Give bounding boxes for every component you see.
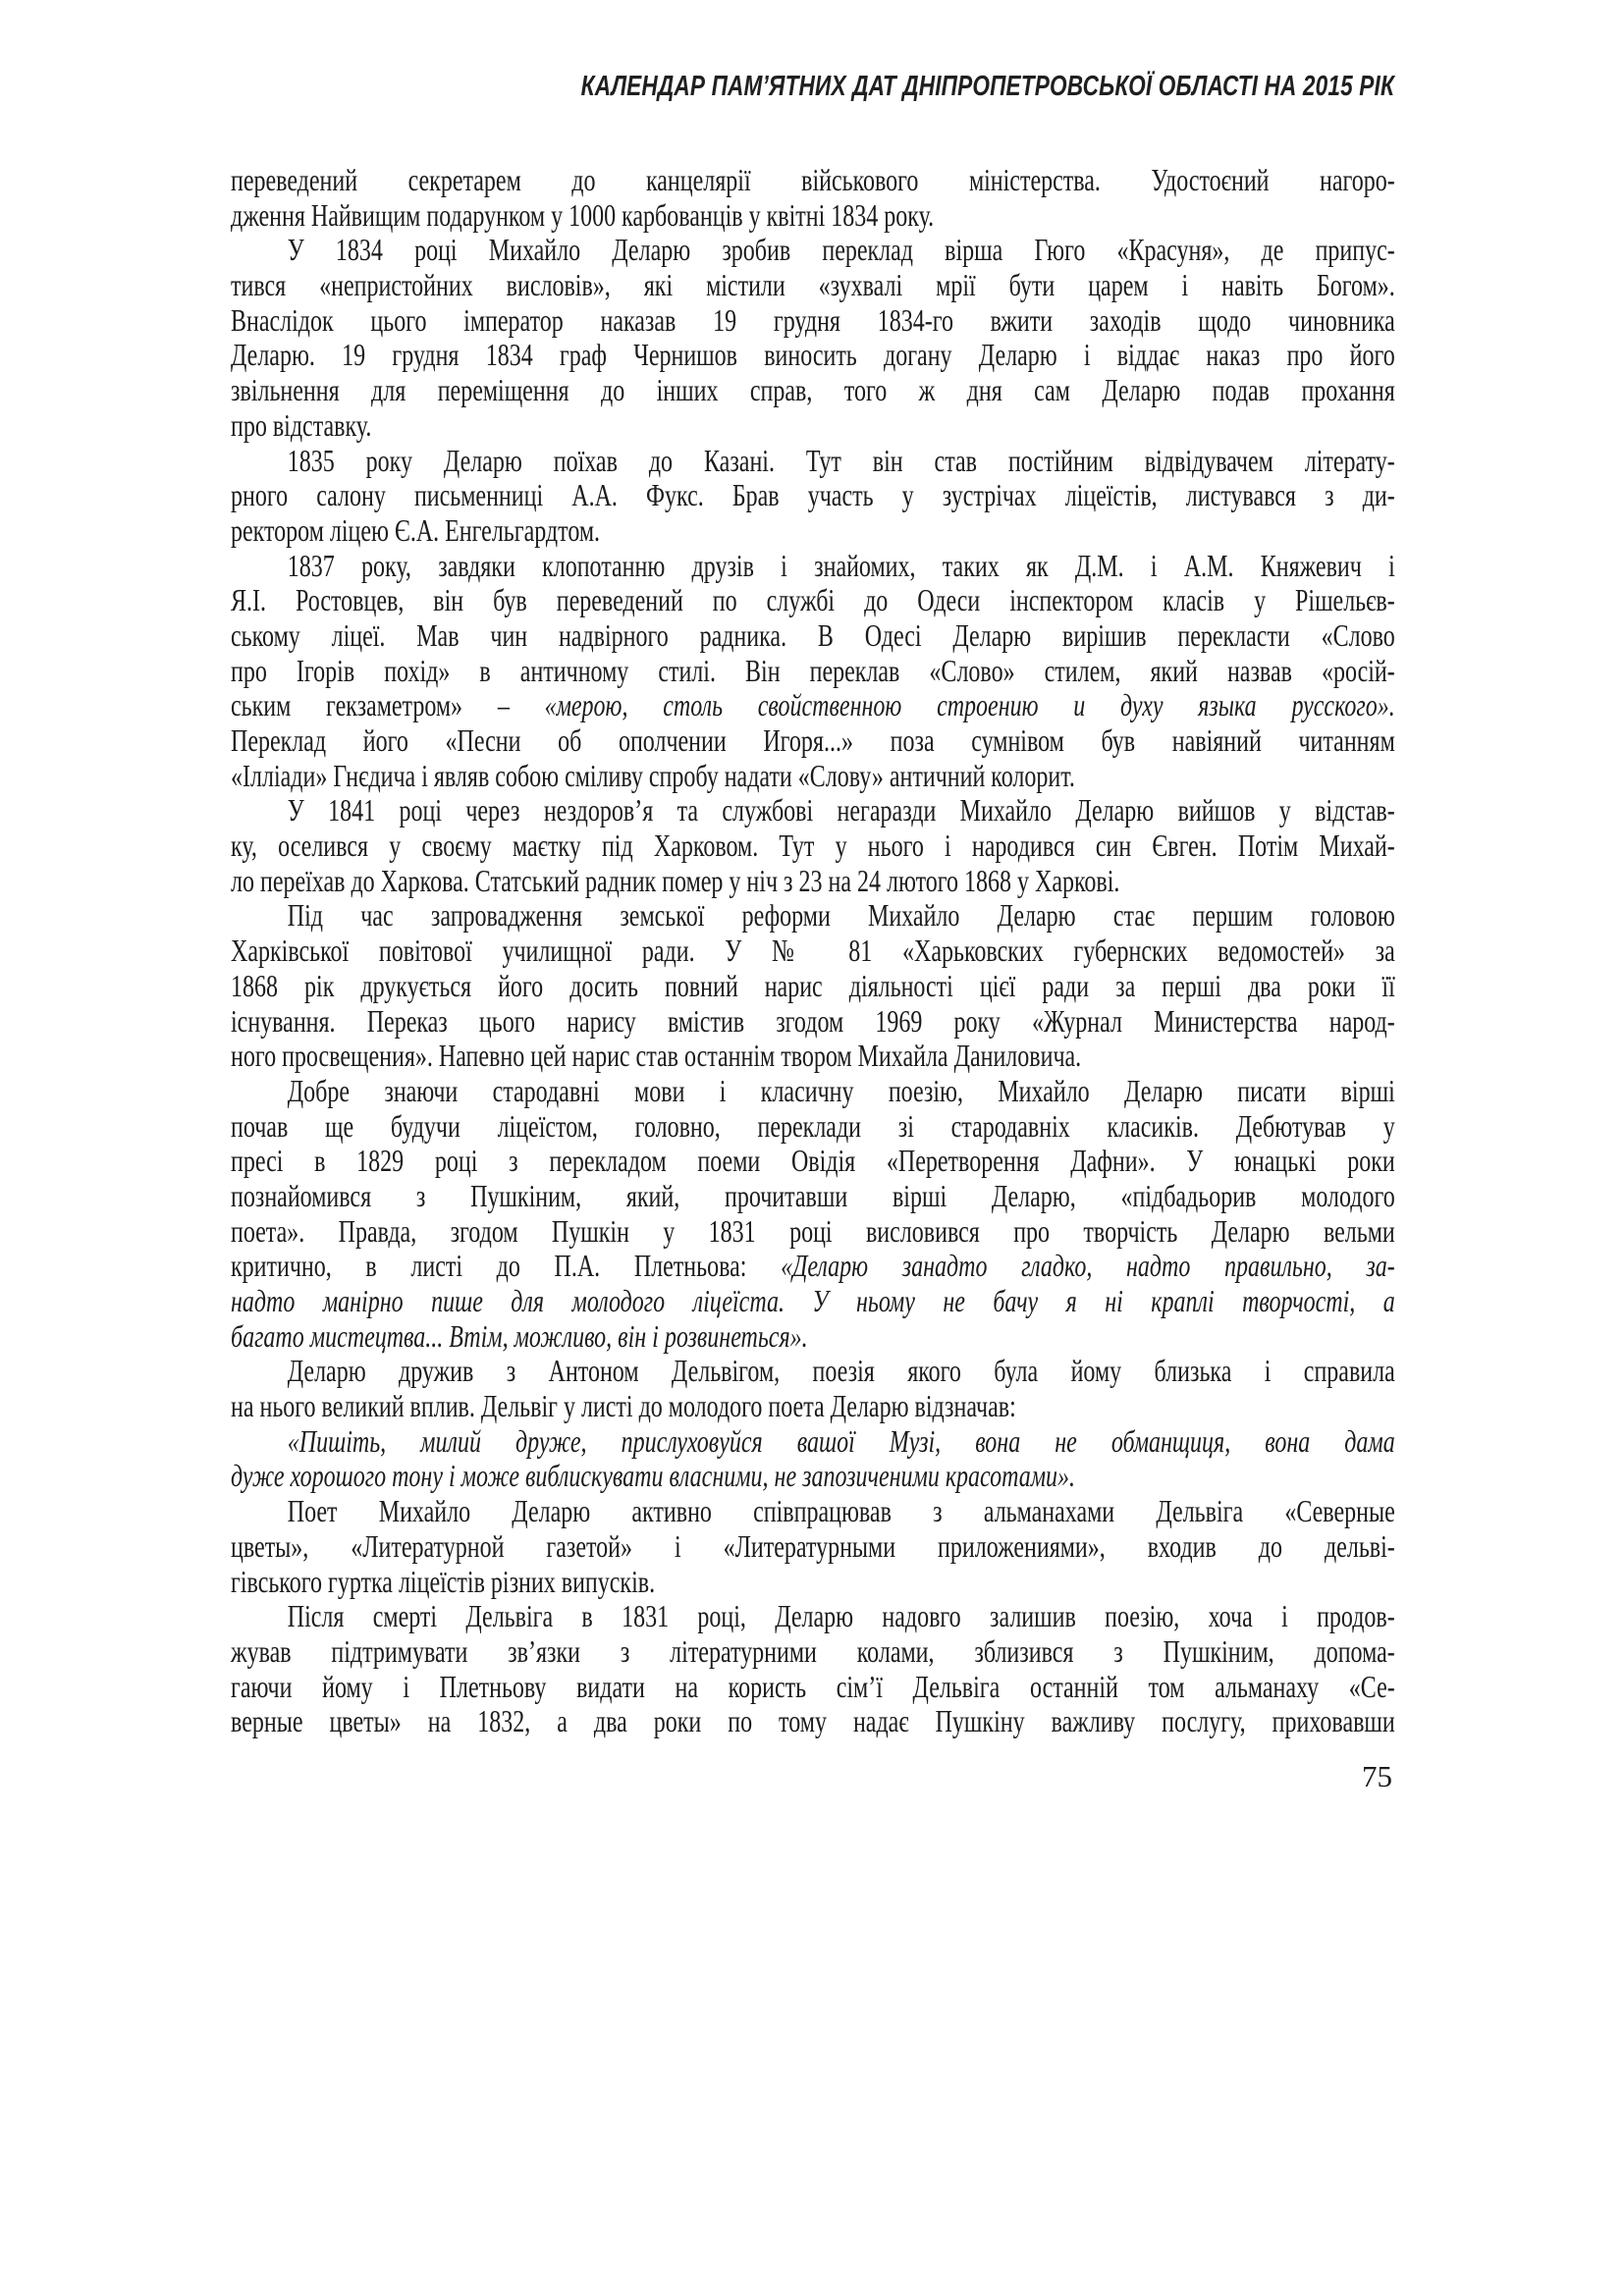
text-segment: Добре знаючи стародавні мови і класичну поезію, Михайло Деларю писати вірші	[287, 1072, 1395, 1108]
text-segment: звільнення для переміщення до інших справ, того ж дня сам Деларю подав прохання	[231, 372, 1395, 408]
text-line	[231, 793, 1395, 828]
text-line	[231, 1214, 1395, 1250]
text-line	[231, 618, 1395, 654]
text-line	[231, 1039, 1395, 1074]
text-segment: гаючи йому і Плетньову видати на користь сім’ї Дельвіга останній том альманаху «Се-	[231, 1668, 1395, 1704]
text-segment: про відставку.	[231, 406, 372, 443]
text-line	[231, 1529, 1395, 1565]
text-segment: ському ліцеї. Мав чин надвірного радника. В Одесі Деларю вирішив перекласти «Слово	[231, 616, 1395, 653]
text-segment: 1835 року Деларю поїхав до Казані. Тут він став постійним відвідувачем літерату-	[287, 442, 1395, 478]
text-line	[231, 934, 1395, 969]
italic-text-segment: багато мистецтва... Втім, можливо, він і розвинеться».	[231, 1317, 808, 1354]
text-segment: 1868 рік друкується його досить повний нарис діяльності цієї ради за перші два роки її	[231, 967, 1395, 1003]
text-segment: ським гекзаметром» –	[231, 687, 545, 723]
text-line	[231, 688, 1395, 723]
text-line	[231, 1494, 1395, 1529]
text-segment: У 1834 році Михайло Деларю зробив переклад вірша Гюго «Красуня», де припус-	[287, 232, 1395, 268]
text-line	[231, 1459, 1395, 1494]
text-line	[231, 513, 1395, 549]
text-segment: гівського гуртка ліцеїстів різних випусків.	[231, 1563, 656, 1599]
text-line	[231, 898, 1395, 934]
text-segment: переведений секретарем до канцелярії військового міністерства. Удостоєний нагоро-	[231, 162, 1395, 197]
text-segment: рного салону письменниці А.А. Фукс. Брав участь у зустрічах ліцеїстів, листувався з ди-	[231, 477, 1395, 513]
text-line	[231, 1634, 1395, 1670]
italic-text-segment: надто манірно пише для молодого ліцеїста. У ньому не бачу я ні краплі творчості, а	[231, 1283, 1395, 1318]
text-segment: цветы», «Литературной газетой» і «Литературными приложениями», входив до дельві-	[231, 1527, 1395, 1564]
text-segment: дження Найвищим подарунком у 1000 карбованців у квітні 1834 року.	[231, 196, 935, 233]
text-segment: 1837 року, завдяки клопотанню друзів і знайомих, таких як Д.М. і А.М. Княжевич і	[287, 547, 1395, 583]
italic-text-segment: «Пишіть, милий друже, прислуховуйся вашої Музі, вона не обманщиця, вона дама	[287, 1422, 1395, 1459]
text-segment: Деларю. 19 грудня 1834 граф Чернишов виносить догану Деларю і віддає наказ про його	[231, 337, 1395, 373]
text-segment: критично, в листі до П.А. Плетньова:	[231, 1248, 782, 1284]
text-segment: верные цветы» на 1832, а два роки по тому надає Пушкіну важливу послугу, приховавши	[231, 1703, 1395, 1739]
text-line	[231, 1389, 1395, 1424]
text-line	[231, 1670, 1395, 1705]
text-segment: «Ілліади» Гнєдича і являв собою сміливу спробу надати «Слову» античний колорит.	[231, 757, 1075, 793]
text-line	[231, 268, 1395, 303]
text-segment: Поет Михайло Деларю активно співпрацював з альманахами Дельвіга «Северные	[287, 1493, 1395, 1529]
text-segment: познайомився з Пушкіним, який, прочитавши вірші Деларю, «підбадьорив молодого	[231, 1177, 1395, 1213]
text-segment: ку, оселився у своєму маєтку під Харковом. Тут у нього і народився син Євген. Потім Михай-	[231, 828, 1395, 864]
text-line	[231, 1179, 1395, 1214]
text-line	[231, 654, 1395, 689]
text-line	[231, 1704, 1395, 1739]
text-line	[231, 1284, 1395, 1319]
running-header: КАЛЕНДАР ПАМ’ЯТНИХ ДАТ ДНІПРОПЕТРОВСЬКОЇ ОБЛАСТІ НА 2015 РІК	[580, 71, 1394, 102]
text-segment: Під час запровадження земської реформи Михайло Деларю стає першим головою	[287, 897, 1395, 934]
text-segment: ректором ліцею Є.А. Енгельгардтом.	[231, 511, 601, 548]
text-segment: Я.І. Ростовцев, він був переведений по службі до Одеси інспектором класів у Рішельєв-	[231, 582, 1395, 618]
text-segment: Харківської повітової училищної ради. У № 81 «Харьковских губернских ведомостей» за	[231, 933, 1395, 969]
text-line	[231, 759, 1395, 794]
text-line	[231, 303, 1395, 339]
text-segment: пресі в 1829 році з перекладом поеми Овідія «Перетворення Дафни». У юнацькі роки	[231, 1143, 1395, 1179]
text-line	[231, 408, 1395, 444]
text-line	[231, 1424, 1395, 1460]
text-segment: Після смерті Дельвіга в 1831 році, Деларю надовго залишив поезію, хоча і продов-	[287, 1598, 1395, 1634]
text-segment: Переклад його «Песни об ополчении Игоря...» поза сумнівом був навіяний читанням	[231, 722, 1395, 758]
text-line	[231, 1004, 1395, 1040]
italic-text-segment: «Деларю занадто гладко, надто правильно, за-	[781, 1248, 1395, 1284]
text-line	[231, 549, 1395, 584]
text-line	[231, 864, 1395, 899]
text-line	[231, 723, 1395, 759]
text-segment: поета». Правда, згодом Пушкін у 1831 році висловився про творчість Деларю вельми	[231, 1212, 1395, 1249]
italic-text-segment: «мерою, столь свойственною строению и духу языка русского».	[544, 687, 1395, 723]
text-segment: про Ігорів похід» в античному стилі. Він переклав «Слово» стилем, який назвав «росій-	[231, 652, 1395, 688]
text-segment: тився «непристойних висловів», які містили «зухвалі мрії бути царем і навіть Богом».	[231, 267, 1395, 303]
text-line	[231, 373, 1395, 408]
text-line	[231, 1319, 1395, 1355]
text-line	[231, 1599, 1395, 1634]
text-segment: на нього великий вплив. Дельвіг у листі до молодого поета Деларю відзначав:	[231, 1388, 1016, 1424]
text-line	[231, 1074, 1395, 1109]
text-segment: У 1841 році через нездоров’я та службові негаразди Михайло Деларю вийшов у відстав-	[287, 792, 1395, 828]
text-line	[231, 1565, 1395, 1600]
text-segment: Деларю дружив з Антоном Дельвігом, поезія якого була йому близька і справила	[287, 1353, 1395, 1389]
text-line	[231, 828, 1395, 864]
page-number: 75	[1362, 1759, 1392, 1793]
text-segment: ного просвещения». Напевно цей нарис став останнім твором Михайла Даниловича.	[231, 1038, 1082, 1074]
italic-text-segment: дуже хорошого тону і може виблискувати власними, не запозиченими красотами».	[231, 1458, 1076, 1494]
body-text	[231, 163, 1395, 1739]
text-line	[231, 1249, 1395, 1284]
text-line	[231, 969, 1395, 1004]
text-line	[231, 163, 1395, 198]
text-segment: Внаслідок цього імператор наказав 19 грудня 1834-го вжити заходів щодо чиновника	[231, 301, 1395, 338]
text-line	[231, 1144, 1395, 1179]
text-segment: існування. Переказ цього нарису вмістив згодом 1969 року «Журнал Министерства народ-	[231, 1002, 1395, 1039]
text-line	[231, 233, 1395, 268]
text-line	[231, 444, 1395, 479]
text-segment: ло переїхав до Харкова. Статський радник помер у ніч з 23 на 24 лютого 1868 у Харкові.	[231, 862, 1120, 898]
text-segment: жував підтримувати зв’язки з літературними колами, зблизився з Пушкіним, допома-	[231, 1632, 1395, 1669]
text-line	[231, 1109, 1395, 1145]
text-segment: почав ще будучи ліцеїстом, головно, переклади зі стародавніх класиків. Дебютував у	[231, 1107, 1395, 1144]
text-line	[231, 1354, 1395, 1389]
text-line	[231, 583, 1395, 618]
text-line	[231, 338, 1395, 373]
text-line	[231, 198, 1395, 234]
text-line	[231, 478, 1395, 513]
